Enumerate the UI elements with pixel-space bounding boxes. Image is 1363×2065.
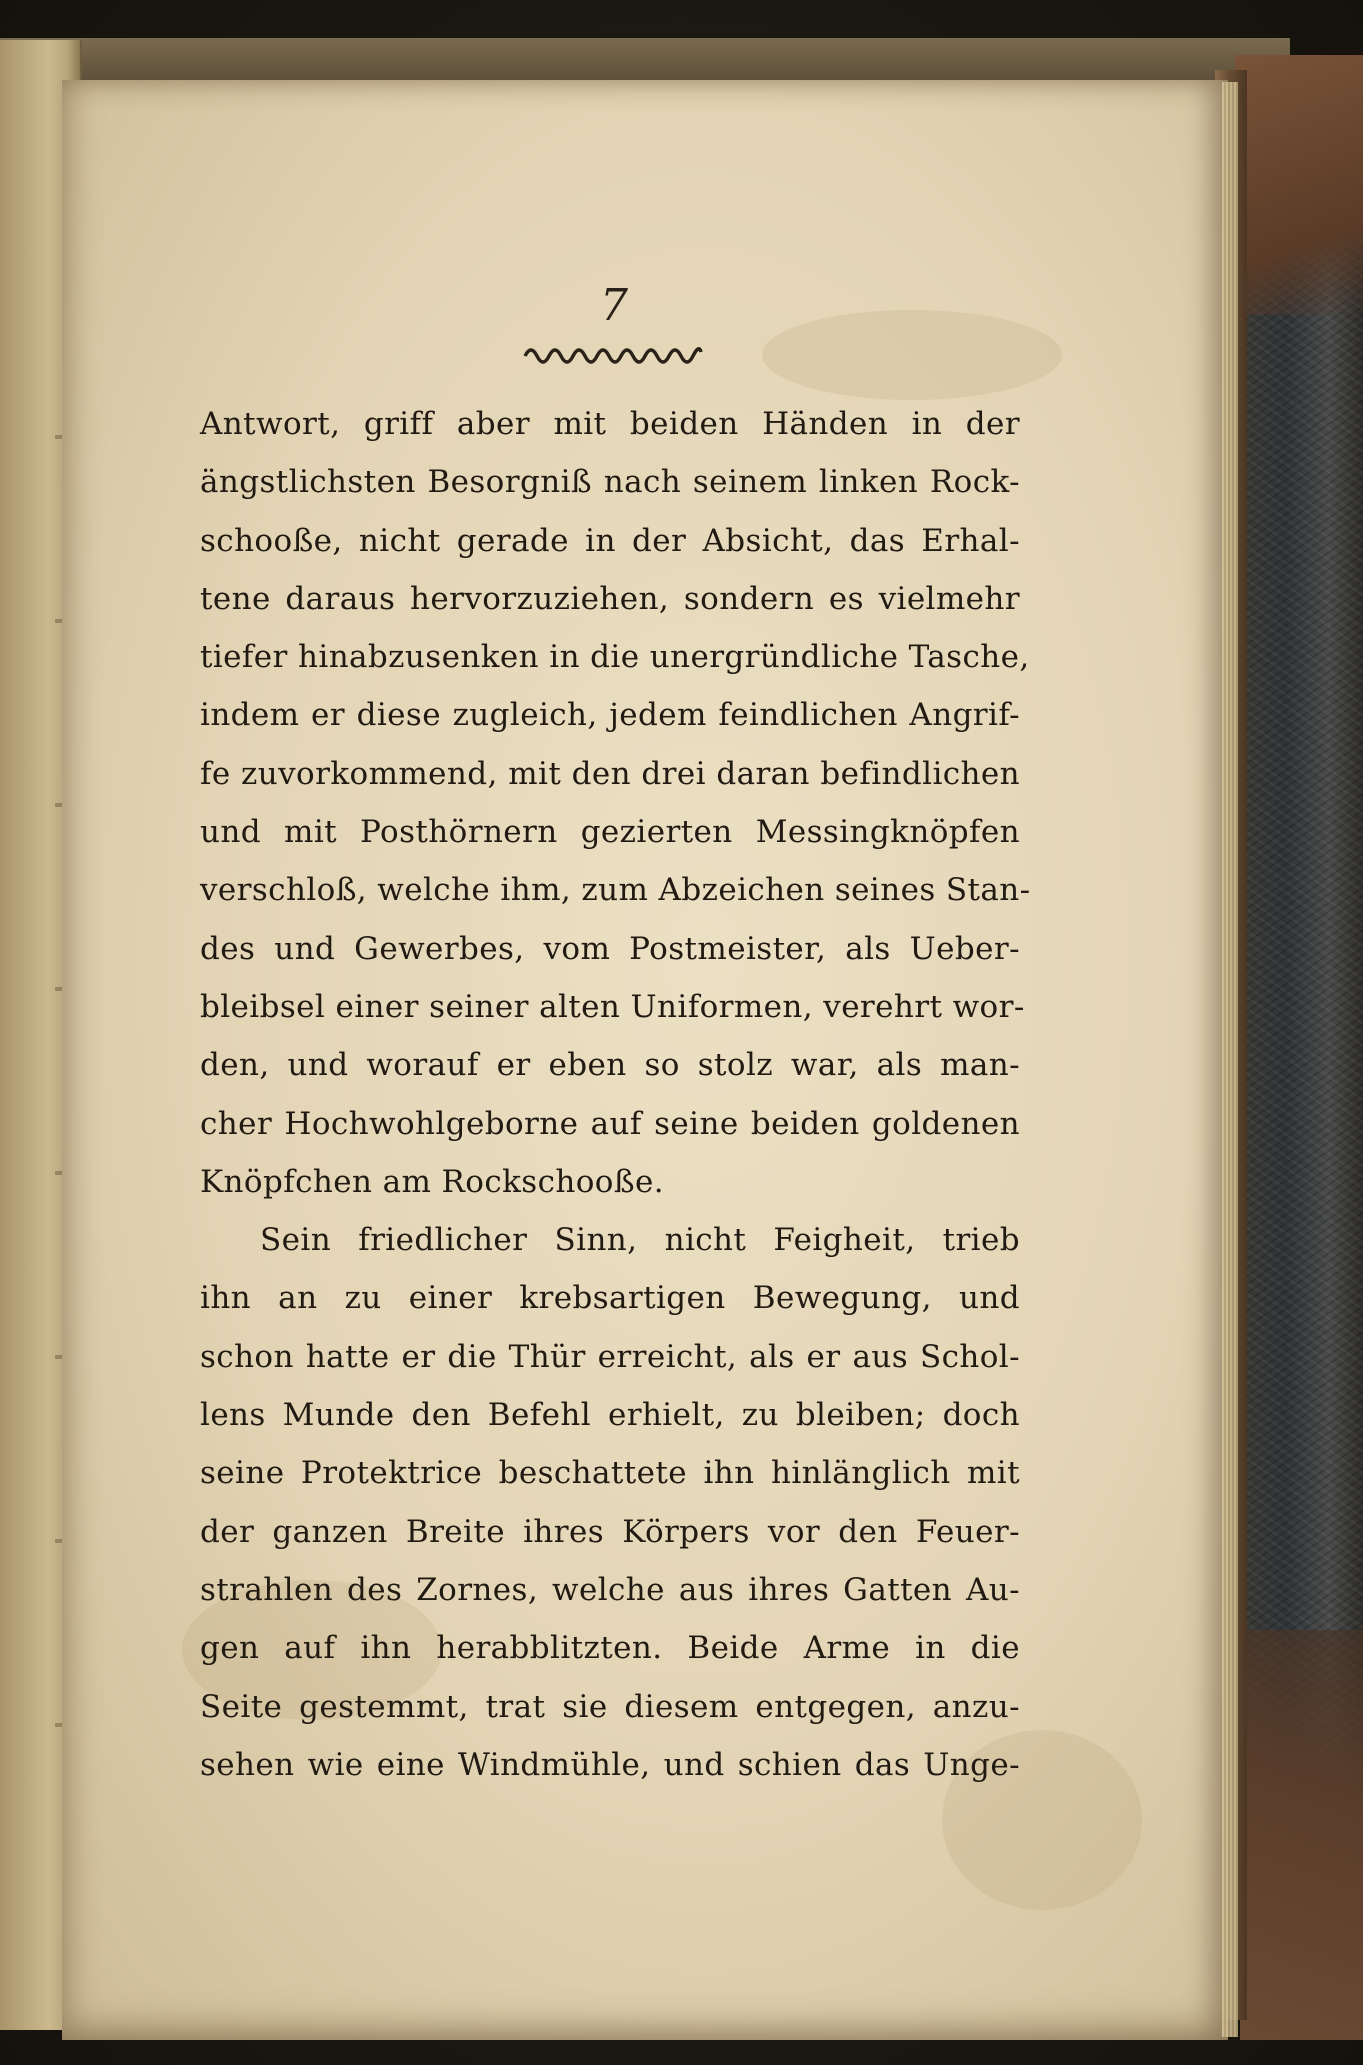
text-line: Sein friedlicher Sinn, nicht Feigheit, trieb [260,1222,1020,1259]
text-line: indem er diese zugleich, jedem feindlichen Angrif- [200,697,1020,734]
text-line: seine Protektrice beschattete ihn hinlänglich mit [200,1455,1020,1492]
text-line: strahlen des Zornes, welche aus ihres Gatten Au- [200,1571,1020,1608]
text-line: fe zuvorkommend, mit den drei daran befindlichen [200,755,1020,792]
text-line: Seite gestemmt, trat sie diesem entgegen, anzu- [200,1688,1020,1725]
text-line: verschloß, welche ihm, zum Abzeichen seines Stan- [200,872,1031,909]
text-line: den, und worauf er eben so stolz war, als man- [200,1047,1020,1084]
text-line: bleibsel einer seiner alten Uniformen, verehrt wor- [200,988,1025,1025]
cover-leather-corner-bottom [1240,1630,1363,2040]
text-line: sehen wie eine Windmühle, und schien das Unge- [200,1746,1020,1783]
text-line: cher Hochwohlgeborne auf seine beiden goldenen [200,1105,1020,1142]
page-fore-edge [1222,82,1238,2037]
paper-stain [762,310,1062,400]
page-number: 7 [600,280,628,331]
body-text [200,395,1031,1794]
text-line: des und Gewerbes, vom Postmeister, als Ueber- [200,930,1020,967]
cover-leather-corner-top [1235,55,1363,315]
text-line: Knöpfchen am Rockschooße. [200,1163,664,1200]
text-line: lens Munde den Befehl erhielt, zu bleiben; doch [200,1397,1020,1434]
text-line: ihn an zu einer krebsartigen Bewegung, und [200,1280,1020,1317]
text-line: tiefer hinabzusenken in die unergründliche Tasche, [200,639,1030,676]
wavy-ornament-rule [523,342,703,364]
text-line: tene daraus hervorzuziehen, sondern es vielmehr [200,580,1020,617]
text-line: der ganzen Breite ihres Körpers vor den Feuer- [200,1513,1020,1550]
text-line: ängstlichsten Besorgniß nach seinem linken Rock- [200,464,1020,501]
top-binding-strip [0,38,1290,86]
text-line: gen auf ihn herabblitzten. Beide Arme in die [200,1630,1020,1667]
text-line: schon hatte er die Thür erreicht, als er aus Schol- [200,1338,1020,1375]
text-line: schooße, nicht gerade in der Absicht, das Erhal- [200,522,1020,559]
text-line: und mit Posthörnern gezierten Messingknöpfen [200,814,1020,851]
text-line: Antwort, griff aber mit beiden Händen in der [200,406,1020,442]
